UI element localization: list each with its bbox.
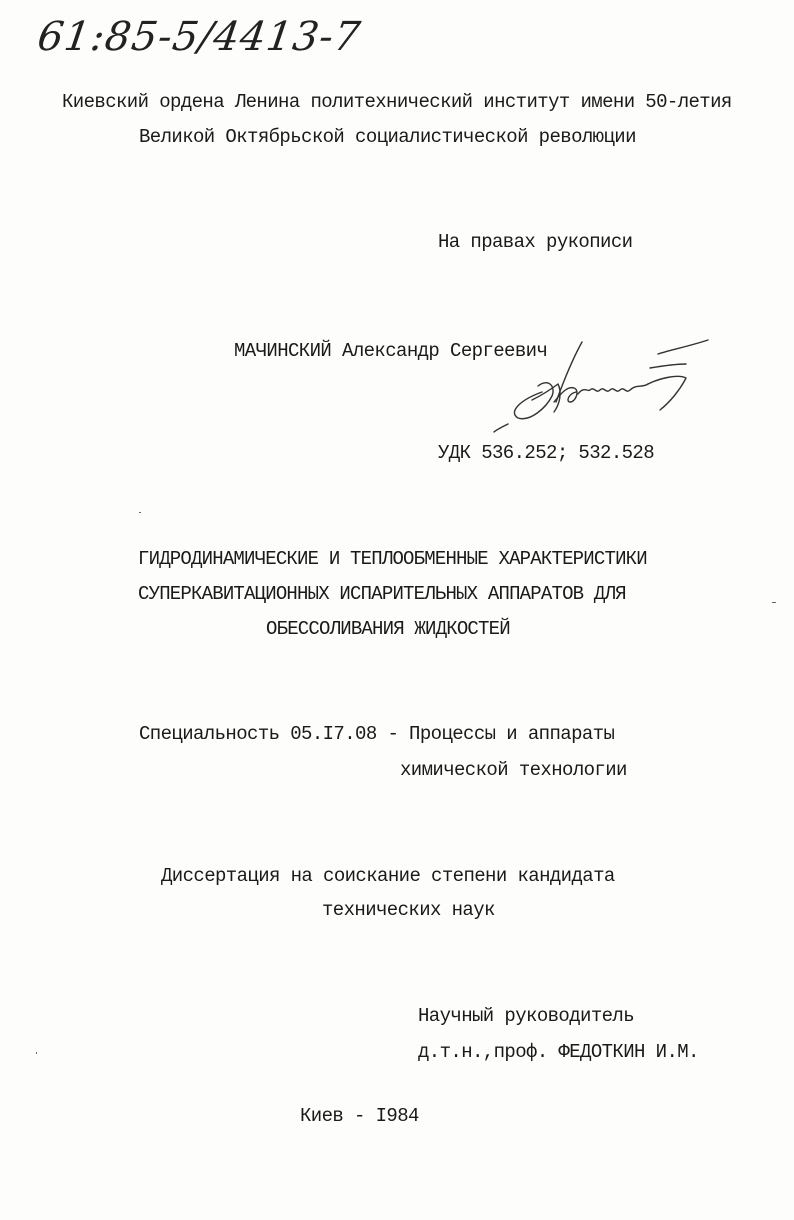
supervisor-label: Научный руководитель	[418, 1005, 635, 1027]
manuscript-note: На правах рукописи	[438, 231, 633, 253]
thesis-title-line-2: СУПЕРКАВИТАЦИОННЫХ ИСПАРИТЕЛЬНЫХ АППАРАТОВ ДЛЯ	[138, 583, 626, 605]
scan-speck	[36, 1052, 37, 1054]
handwritten-archive-code: 61:85-5/4413-7	[34, 14, 364, 60]
degree-line-2: технических наук	[322, 899, 495, 921]
institution-line-2: Великой Октябрьской социалистической революции	[139, 126, 636, 148]
signature-image	[490, 330, 720, 440]
thesis-title-line-3: ОБЕССОЛИВАНИЯ ЖИДКОСТЕЙ	[266, 618, 510, 640]
supervisor-name: д.т.н.,проф. ФЕДОТКИН И.М.	[418, 1041, 699, 1063]
degree-line-1: Диссертация на соискание степени кандидата	[161, 865, 615, 887]
institution-line-1: Киевский ордена Ленина политехнический институт имени 50-летия	[62, 91, 732, 113]
specialty-line-2: химической технологии	[400, 759, 627, 781]
scan-speck	[772, 602, 776, 603]
thesis-title-line-1: ГИДРОДИНАМИЧЕСКИЕ И ТЕПЛООБМЕННЫЕ ХАРАКТЕРИСТИКИ	[138, 548, 647, 570]
specialty-line-1: Специальность 05.I7.08 - Процессы и аппараты	[139, 723, 615, 745]
udc-code: УДК 536.252; 532.528	[438, 442, 655, 464]
scan-speck	[139, 512, 141, 513]
author-name: МАЧИНСКИЙ Александр Сергеевич	[234, 340, 548, 362]
city-year: Киев - I984	[300, 1105, 419, 1127]
